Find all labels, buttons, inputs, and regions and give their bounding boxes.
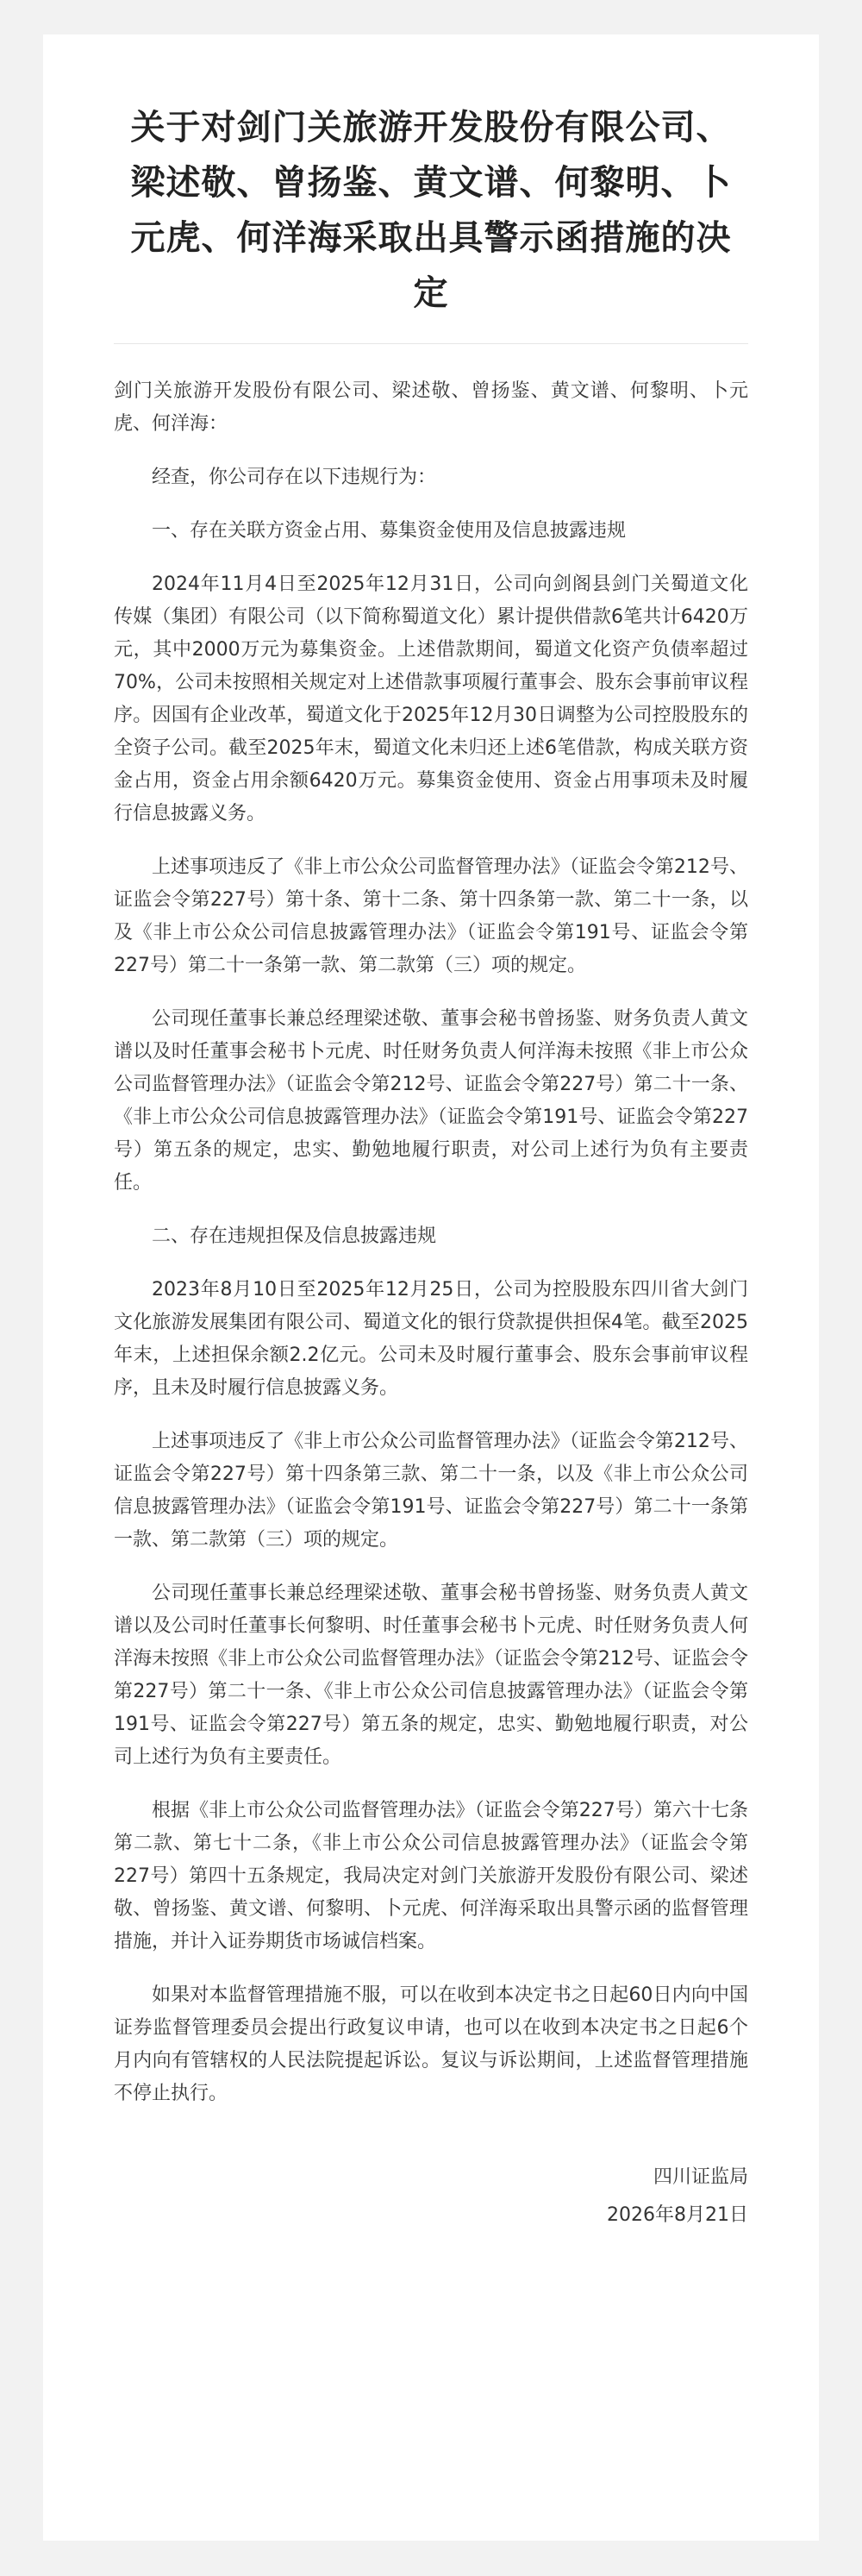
addressee: 剑门关旅游开发股份有限公司、梁述敬、曾扬鉴、黄文谱、何黎明、卜元虎、何洋海： [114, 380, 748, 435]
body-paragraph: 根据《非上市公众公司监督管理办法》（证监会令第227号）第六十七条第二款、第七十二条，《非上市公众公司信息披露管理办法》（证监会令第227号）第四十五条规定，我局决定对剑门关旅游开发股份有限公司、梁述敬、曾扬鉴、黄文谱、何黎明、卜元虎、何洋海采取出具警示函的监督管理措施，并计入证券期货市场诚信档案。 [114, 1800, 748, 1952]
document-title: 关于对剑门关旅游开发股份有限公司、梁述敬、曾扬鉴、黄文谱、何黎明、卜元虎、何洋海采取出具警示函措施的决定 [130, 108, 732, 313]
body-paragraph: 2024年11月4日至2025年12月31日，公司向剑阁县剑门关蜀道文化传媒（集团）有限公司（以下简称蜀道文化）累计提供借款6笔共计6420万元，其中2000万元为募集资金。上述借款期间，蜀道文化资产负债率超过70%，公司未按照相关规定对上述借款事项履行董事会、股东会事前审议程序。因国有企业改革，蜀道文化于2025年12月30日调整为公司控股股东的全资子公司。截至2025年末，蜀道文化未归还上述6笔借款，构成关联方资金占用，资金占用余额6420万元。募集资金使用、资金占用事项未及时履行信息披露义务。 [114, 573, 748, 824]
body-paragraph: 上述事项违反了《非上市公众公司监督管理办法》（证监会令第212号、证监会令第227号）第十四条第三款、第二十一条，以及《非上市公众公司信息披露管理办法》（证监会令第191号、证监会令第227号）第二十一条第一款、第二款第（三）项的规定。 [114, 1431, 748, 1551]
document-sheet [43, 34, 819, 2541]
document-body [114, 375, 748, 2110]
body-paragraph: 如果对本监督管理措施不服，可以在收到本决定书之日起60日内向中国证券监督管理委员会提出行政复议申请，也可以在收到本决定书之日起6个月内向有管辖权的人民法院提起诉讼。复议与诉讼期间，上述监督管理措施不停止执行。 [114, 1984, 748, 2104]
section-heading-2: 二、存在违规担保及信息披露违规 [152, 1225, 437, 1247]
title-divider [114, 343, 748, 344]
body-paragraph: 上述事项违反了《非上市公众公司监督管理办法》（证监会令第212号、证监会令第227号）第十条、第十二条、第十四条第一款、第二十一条，以及《非上市公众公司信息披露管理办法》（证监会令第191号、证监会令第227号）第二十一条第一款、第二款第（三）项的规定。 [114, 856, 748, 976]
body-paragraph: 公司现任董事长兼总经理梁述敬、董事会秘书曾扬鉴、财务负责人黄文谱以及公司时任董事长何黎明、时任董事会秘书卜元虎、时任财务负责人何洋海未按照《非上市公众公司监督管理办法》（证监会令第212号、证监会令第227号）第二十一条、《非上市公众公司信息披露管理办法》（证监会令第191号、证监会令第227号）第五条的规定，忠实、勤勉地履行职责，对公司上述行为负有主要责任。 [114, 1583, 748, 1768]
signature-block [114, 2160, 748, 2233]
body-paragraph: 公司现任董事长兼总经理梁述敬、董事会秘书曾扬鉴、财务负责人黄文谱以及时任董事会秘书卜元虎、时任财务负责人何洋海未按照《非上市公众公司监督管理办法》（证监会令第212号、证监会令第227号）第二十一条、《非上市公众公司信息披露管理办法》（证监会令第191号、证监会令第227号）第五条的规定，忠实、勤勉地履行职责，对公司上述行为负有主要责任。 [114, 1008, 748, 1194]
body-paragraph: 经查，你公司存在以下违规行为： [152, 467, 437, 488]
issuer-name: 四川证监局 [653, 2166, 748, 2188]
section-heading-1: 一、存在关联方资金占用、募集资金使用及信息披露违规 [152, 520, 627, 542]
body-paragraph: 2023年8月10日至2025年12月25日，公司为控股股东四川省大剑门文化旅游发展集团有限公司、蜀道文化的银行贷款提供担保4笔。截至2025年末，上述担保余额2.2亿元。公司未及时履行董事会、股东会事前审议程序，且未及时履行信息披露义务。 [114, 1279, 748, 1399]
issue-date: 2026年8月21日 [607, 2204, 748, 2226]
